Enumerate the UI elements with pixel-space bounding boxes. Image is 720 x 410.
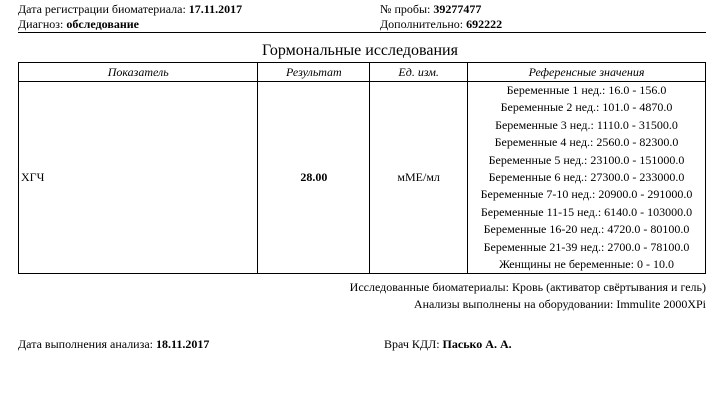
column-header-param: Показатель	[19, 63, 258, 82]
reference-line: Беременные 11-15 нед.: 6140.0 - 103000.0	[480, 204, 693, 219]
table-header-row	[19, 63, 706, 82]
reference-line: Женщины не беременные: 0 - 10.0	[499, 257, 674, 272]
analysis-date-value: 18.11.2017	[156, 337, 210, 351]
reference-line: Беременные 2 нед.: 101.0 - 4870.0	[500, 100, 673, 115]
reference-line: Беременные 4 нед.: 2560.0 - 82300.0	[494, 135, 679, 150]
reference-line: Беременные 6 нед.: 27300.0 - 233000.0	[488, 170, 685, 185]
analysis-date-line	[18, 337, 209, 351]
registration-date-line	[18, 2, 242, 16]
header-divider	[18, 32, 706, 33]
additional-label: Дополнительно:	[380, 17, 464, 31]
reference-line: Беременные 16-20 нед.: 4720.0 - 80100.0	[483, 222, 690, 237]
result-cell: 28.00	[258, 82, 370, 274]
additional-line	[380, 17, 502, 31]
analysis-date-label: Дата выполнения анализа:	[18, 337, 153, 351]
diagnosis-label: Диагноз:	[18, 17, 64, 31]
diagnosis-line	[18, 17, 139, 31]
doctor-name: Пасько А. А.	[442, 337, 512, 351]
sample-number-line	[380, 2, 481, 16]
sample-number-value: 39277477	[433, 2, 482, 16]
diagnosis-value: обследование	[66, 17, 139, 31]
table-row	[19, 82, 706, 274]
reference-line: Беременные 3 нед.: 1110.0 - 31500.0	[495, 117, 678, 132]
reference-line: Беременные 7-10 нед.: 20900.0 - 291000.0	[480, 187, 693, 202]
results-table	[18, 62, 706, 274]
reference-cell	[468, 82, 706, 274]
registration-date-label: Дата регистрации биоматериала:	[18, 2, 186, 16]
biomaterial-note: Исследованные биоматериалы: Кровь (активатор свёртывания и гель)	[349, 280, 706, 294]
reference-line: Беременные 1 нед.: 16.0 - 156.0	[506, 83, 667, 97]
unit-cell: мМЕ/мл	[370, 82, 468, 274]
reference-line: Беременные 21-39 нед.: 2700.0 - 78100.0	[483, 239, 690, 254]
param-cell: ХГЧ	[19, 82, 258, 274]
doctor-label: Врач КДЛ:	[384, 337, 440, 351]
additional-value: 692222	[466, 17, 503, 31]
column-header-reference: Референсные значения	[468, 63, 706, 82]
section-title: Гормональные исследования	[262, 42, 458, 59]
column-header-result: Результат	[258, 63, 370, 82]
registration-date-value: 17.11.2017	[188, 2, 243, 16]
doctor-line	[384, 337, 512, 351]
sample-number-label: № пробы:	[380, 2, 431, 16]
reference-line: Беременные 5 нед.: 23100.0 - 151000.0	[488, 152, 685, 167]
equipment-note: Анализы выполнены на оборудовании: Immulite 2000XPi	[413, 297, 706, 311]
column-header-unit: Ед. изм.	[370, 63, 468, 82]
